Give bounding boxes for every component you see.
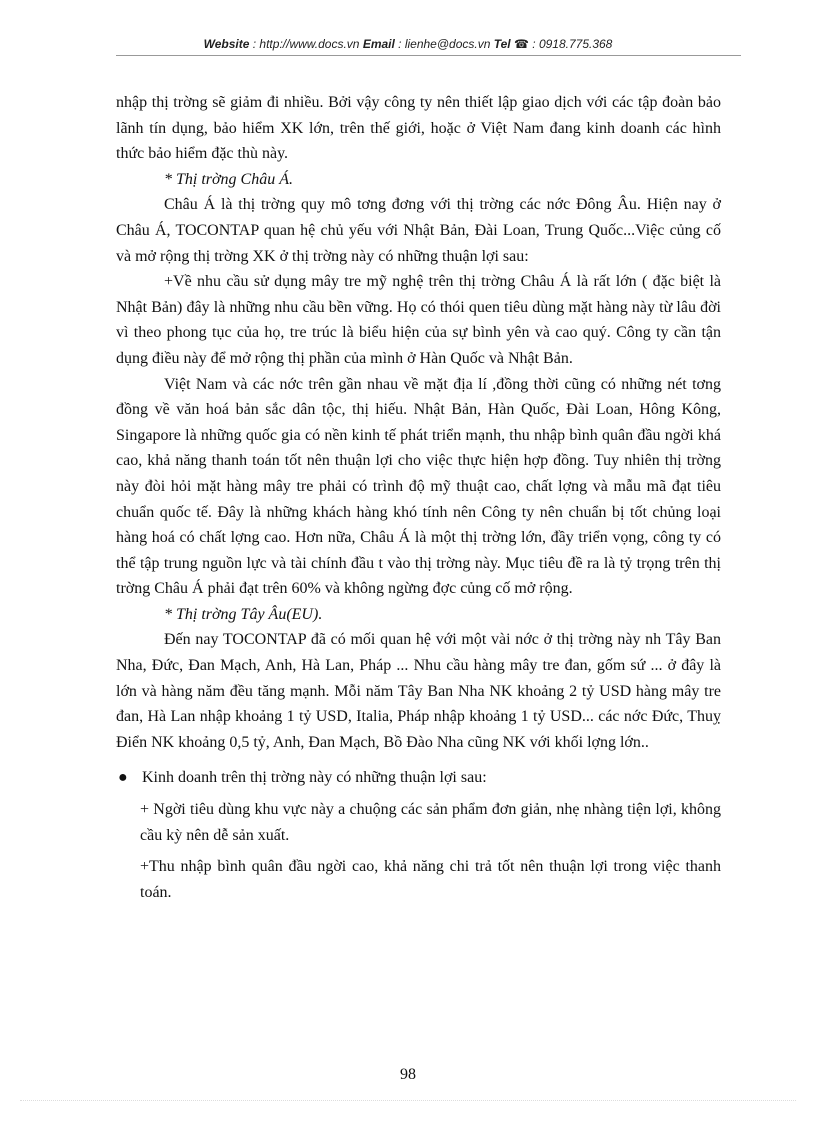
header-rule xyxy=(116,55,741,56)
email-value: : lienhe@docs.vn xyxy=(394,37,494,51)
bullet-text: Kinh doanh trên thị trờng này có những thuận lợi sau: xyxy=(142,769,487,787)
footer-rule xyxy=(20,1100,796,1101)
phone-icon: ☎ xyxy=(513,37,529,51)
website-value: : http://www.docs.vn xyxy=(249,37,363,51)
sub-point-2: +Thu nhập bình quân đầu ngời cao, khả năng chi trả tốt nên thuận lợi trong việc thanh toán. xyxy=(140,858,721,901)
paragraph-5: Đến nay TOCONTAP đã có mối quan hệ với một vài nớc ở thị trờng này nh Tây Ban Nha, Đức, Đan Mạch, Anh, Hà Lan, Pháp ... Nhu cầu hàng mây tre đan, gốm sứ ... ở đây là lớn và hàng năm đều tăng mạnh. Mỗi năm Tây Ban Nha NK khoảng 2 tỷ USD hàng mây tre đan, Hà Lan nhập khoảng 1 tỷ USD, Italia, Pháp nhập khoảng 1 tỷ USD... các nớc Đức, Thuỵ Điển NK khoảng 0,5 tỷ, Anh, Đan Mạch, Bồ Đào Nha cũng NK với khối lợng lớn.. xyxy=(116,631,721,751)
email-label: Email xyxy=(362,37,395,51)
paragraph-1: nhập thị trờng sẽ giảm đi nhiều. Bởi vậy công ty nên thiết lập giao dịch với các tập đoàn bảo lãnh tín dụng, bảo hiểm XK lớn, trên thế giới, hoặc ở Việt Nam đang kinh doanh các hình thức bảo hiểm đặc thù này. xyxy=(116,94,721,163)
website-label: Website xyxy=(203,37,250,51)
paragraph-2: Châu Á là thị trờng quy mô tơng đơng với thị trờng các nớc Đông Âu. Hiện nay ở Châu Á, TOCONTAP quan hệ chủ yếu với Nhật Bản, Đài Loan, Trung Quốc...Việc củng cố và mở rộng thị trờng XK ở thị trờng này có những thuận lợi sau: xyxy=(116,196,721,265)
sub-point-1: + Ngời tiêu dùng khu vực này a chuộng các sản phẩm đơn giản, nhẹ nhàng tiện lợi, không cầu kỳ nên dễ sản xuất. xyxy=(140,801,721,844)
page-header xyxy=(0,37,816,51)
paragraph-3: +Về nhu cầu sử dụng mây tre mỹ nghệ trên thị trờng Châu Á là rất lớn ( đặc biệt là Nhật Bản) đây là những nhu cầu bền vững. Họ có thói quen tiêu dùng mặt hàng này từ lâu đời vì theo phong tục của họ, tre trúc là biểu hiện của sự bình yên và cao quý. Công ty cần tận dụng điều này để mở rộng thị phần của mình ở Hàn Quốc và Nhật Bản. xyxy=(116,273,721,367)
document-body xyxy=(116,90,721,905)
bullet-icon: ● xyxy=(118,769,128,787)
paragraph-4: Việt Nam và các nớc trên gần nhau về mặt địa lí ,đồng thời cũng có những nét tơng đồng về văn hoá bản sắc dân tộc, thị hiếu. Nhật Bản, Hàn Quốc, Đài Loan, Hông Kông, Singapore là những quốc gia có nền kinh tế phát triển mạnh, thu nhập bình quân đầu ngời khá cao, khả năng thanh toán tốt nên thuận lợi cho việc thực hiện hợp đồng. Tuy nhiên thị trờng này đòi hỏi mặt hàng mây tre phải có trình độ mỹ thuật cao, chất lợng và mẫu mã đạt tiêu chuẩn quốc tế. Đây là những khách hàng khó tính nên Công ty nên chuẩn bị tốt chủng loại hàng hoá có chất lợng cao. Hơn nữa, Châu Á là một thị trờng lớn, đầy triển vọng, công ty có thể tập trung nguồn lực và tài chính đầu t vào thị trờng này. Mục tiêu đề ra là tỷ trọng trên thị trờng Châu Á phải đạt trên 60% và không ngừng đợc củng cố mở rộng. xyxy=(116,375,721,598)
heading-eu-market: * Thị trờng Tây Âu(EU). xyxy=(164,605,323,623)
tel-label: Tel xyxy=(493,37,511,51)
page-number: 98 xyxy=(400,1066,416,1083)
bullet-item xyxy=(116,765,721,791)
heading-asia-market: * Thị trờng Châu Á. xyxy=(164,170,293,188)
tel-value: : 0918.775.368 xyxy=(528,37,613,51)
